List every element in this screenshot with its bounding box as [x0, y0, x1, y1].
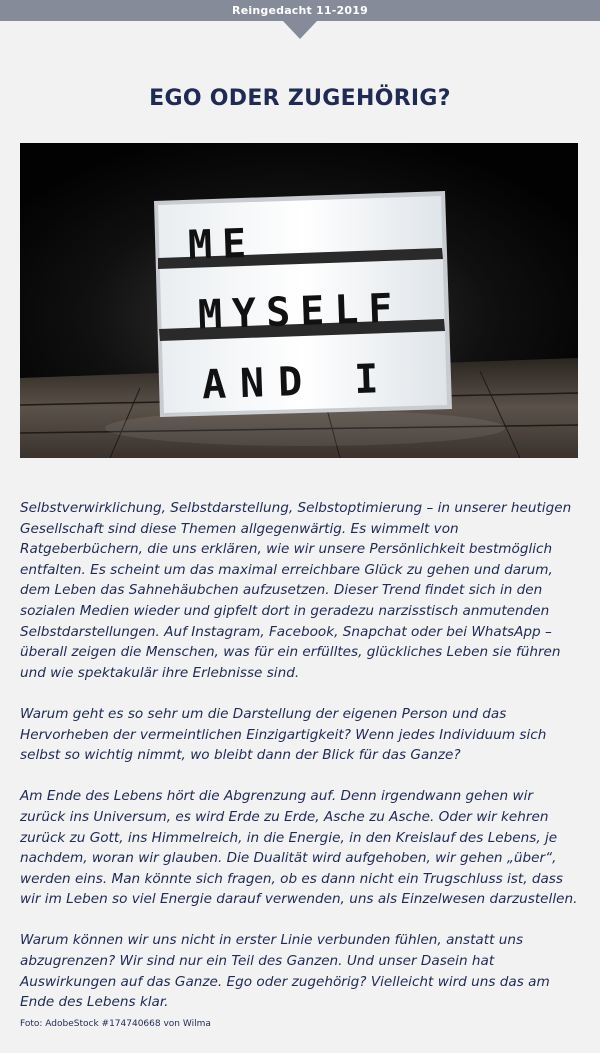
lightbox-photo — [20, 143, 578, 458]
lightbox-line-1: ME — [187, 220, 257, 269]
photo-credit: Foto: AdobeStock #174740668 von Wilma — [20, 1019, 211, 1029]
article-title: EGO ODER ZUGEHÖRIG? — [149, 86, 451, 111]
lightbox-line-2: MYSELF — [197, 285, 404, 339]
article-body — [20, 498, 582, 1013]
paragraph-3: Am Ende des Lebens hört die Abgrenzung auf. Denn irgendwann gehen wir zurück ins Universum, es wird Erde zu Erde, Asche zu Asche. Oder wir kehren zurück zu Gott, ins Himmelreich, in die Energie, in den Kreislauf des Lebens, je nachdem, woran wir glauben. Die Dualität wird aufgehoben, wir gehen „über“, werden eins. Man könnte sich fragen, ob es dann nicht ein Trugschluss ist, dass wir im Leben so viel Energie darauf verwenden, uns als Einzelwesen darzustellen. — [20, 788, 578, 908]
lightbox-line-3: AND I — [201, 355, 394, 409]
article-image — [20, 143, 578, 458]
paragraph-2: Warum geht es so sehr um die Darstellung der eigenen Person und das Hervorheben der vermeintlichen Einzigartigkeit? Wenn jedes Individuum sich selbst so wichtig nimmt, wo bleibt dann der Blick für das Ganze? — [20, 705, 547, 764]
paragraph-4: Warum können wir uns nicht in erster Linie verbunden fühlen, anstatt uns abzugrenzen? Wir sind nur ein Teil des Ganzen. Und unser Dasein hat Auswirkungen auf das Ganze. Ego oder zugehörig? Vielleicht wird uns das am Ende des Lebens klar. — [20, 932, 550, 1011]
issue-header-bar — [0, 0, 600, 21]
paragraph-1: Selbstverwirklichung, Selbstdarstellung, Selbstoptimierung – in unserer heutigen Gesellschaft sind diese Themen allgegenwärtig. Es wimmelt von Ratgeberbüchern, die uns erklären, wie wir unsere Persönlichkeit bestmöglich entfalten. Es scheint um das maximal erreichbare Glück zu gehen und darum, dem Leben das Sahnehäubchen aufzusetzen. Dieser Trend findet sich in den sozialen Medien wieder und gipfelt dort in geradezu narzisstisch anmutenden Selbstdarstellungen. Auf Instagram, Facebook, Snapchat oder bei WhatsApp – überall zeigen die Menschen, was für ein erfülltes, glückliches Leben sie führen und wie spektakulär ihre Erlebnisse sind. — [20, 500, 572, 681]
header-pointer-arrow — [283, 21, 317, 39]
issue-label: Reingedacht 11-2019 — [232, 4, 368, 17]
